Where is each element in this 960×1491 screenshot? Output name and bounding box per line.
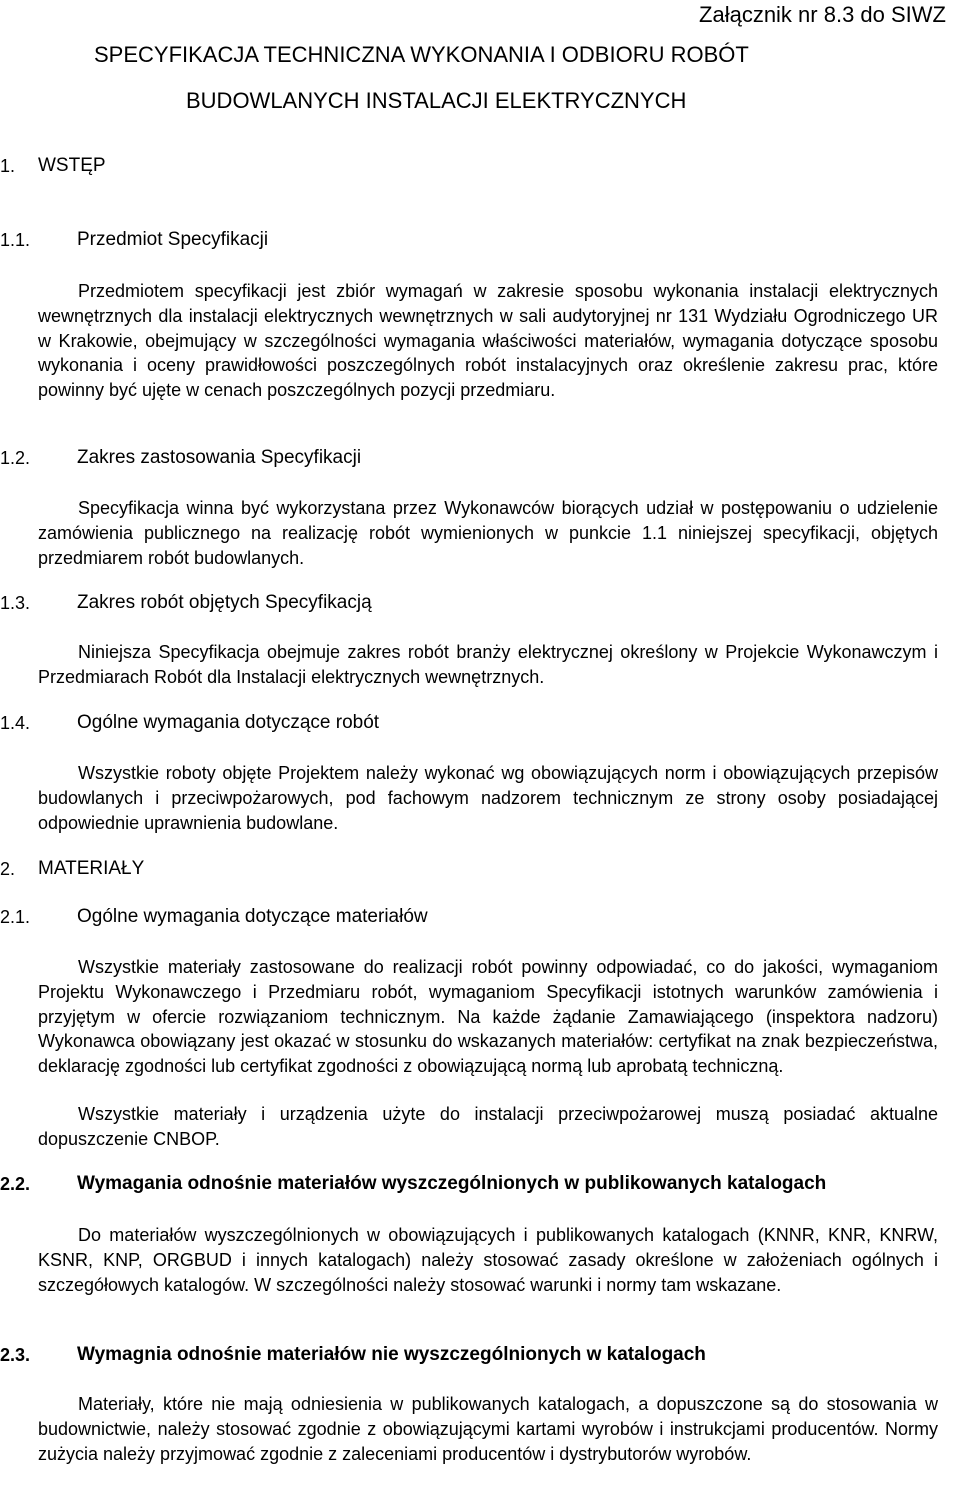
- section-2-1-text: Wszystkie materiały zastosowane do realizacji robót powinny odpowiadać, co do jakości, wymaganiom Projektu Wykonawczego i Przedmiaru robót, wymaganiom Specyfikacji istotnych warunków zamówienia i przyjętym w ofercie rozwiązaniom technicznym. Na każde żądanie Zamawiającego (inspektora nadzoru) Wykonawca obowiązany jest okazać w stosunku do wskazanych materiałów: certyfikat na znak bezpieczeństwa, deklarację zgodności lub certyfikat zgodności z obowiązującą normą lub aprobatą techniczną.: [38, 957, 938, 1077]
- section-1-title: WSTĘP: [38, 155, 106, 176]
- section-2-number: 2.: [0, 859, 16, 879]
- document-title-line1: SPECYFIKACJA TECHNICZNA WYKONANIA I ODBIORU ROBÓT: [94, 42, 749, 67]
- section-2-3-title: Wymagnia odnośnie materiałów nie wyszczególnionych w katalogach: [77, 1344, 706, 1365]
- section-1-2-text: Specyfikacja winna być wykorzystana przez Wykonawców biorących udział w postępowaniu o udzielenie zamówienia publicznego na realizację robót wymienionych w punkcie 1.1 niniejszej specyfikacji, objętych przedmiarem robót budowlanych.: [38, 498, 938, 568]
- section-1-number: 1.: [0, 156, 16, 176]
- document-title-line2: BUDOWLANYCH INSTALACJI ELEKTRYCZNYCH: [186, 88, 687, 113]
- section-1-1-text: Przedmiotem specyfikacji jest zbiór wymagań w zakresie sposobu wykonania instalacji elektrycznych wewnętrznych dla instalacji elektrycznych wewnętrznych w sali audytoryjnej nr 131 Wydziału Ogrodniczego UR w Krakowie, obejmujący w szczególności wymagania właściwości materiałów, wymagania dotyczące sposobu wykonania i oceny prawidłowości poszczególnych robót instalacyjnych oraz określenie zakresu prac, które powinny być ujęte w cenach poszczególnych pozycji przedmiaru.: [38, 281, 938, 401]
- section-2-2-title: Wymagania odnośnie materiałów wyszczególnionych w publikowanych katalogach: [77, 1173, 827, 1194]
- section-1-3-number: 1.3.: [0, 593, 31, 613]
- section-1-3-title: Zakres robót objętych Specyfikacją: [77, 592, 372, 613]
- section-1-1-title: Przedmiot Specyfikacji: [77, 229, 269, 250]
- section-2-1-text-2: Wszystkie materiały i urządzenia użyte do instalacji przeciwpożarowej muszą posiadać aktualne dopuszczenie CNBOP.: [38, 1104, 938, 1149]
- section-2-3-text: Materiały, które nie mają odniesienia w publikowanych katalogach, a dopuszczone są do stosowania w budownictwie, należy stosować zgodnie z obowiązującymi kartami wyrobów i instrukcjami producentów. Normy zużycia należy przyjmować zgodnie z zaleceniami producentów i dystrybutorów wyrobów.: [38, 1394, 938, 1464]
- annex-label: Załącznik nr 8.3 do SIWZ: [699, 2, 946, 27]
- section-1-4-title: Ogólne wymagania dotyczące robót: [77, 712, 380, 733]
- section-1-3-text: Niniejsza Specyfikacja obejmuje zakres robót branży elektrycznej określony w Projekcie Wykonawczym i Przedmiarach Robót dla Instalacji elektrycznych wewnętrznych.: [38, 642, 938, 687]
- section-2-title: MATERIAŁY: [38, 858, 145, 879]
- section-2-2-text: Do materiałów wyszczególnionych w obowiązujących i publikowanych katalogach (KNNR, KNR, KNRW, KSNR, KNP, ORGBUD i innych katalogach) należy stosować zasady określone w założeniach ogólnych i szczegółowych katalogów. W szczególności należy stosować warunki i normy tam wskazane.: [38, 1225, 938, 1295]
- section-1-1-number: 1.1.: [0, 230, 31, 250]
- section-2-3-number: 2.3.: [0, 1345, 31, 1365]
- section-1-4-number: 1.4.: [0, 713, 31, 733]
- section-2-2-number: 2.2.: [0, 1174, 31, 1194]
- section-2-1-title: Ogólne wymagania dotyczące materiałów: [77, 906, 428, 927]
- section-1-2-number: 1.2.: [0, 448, 31, 468]
- section-2-1-number: 2.1.: [0, 907, 31, 927]
- section-1-2-title: Zakres zastosowania Specyfikacji: [77, 447, 362, 468]
- section-1-4-text: Wszystkie roboty objęte Projektem należy wykonać wg obowiązujących norm i obowiązujących przepisów budowlanych i przeciwpożarowych, pod fachowym nadzorem technicznym ze strony osoby posiadającej odpowiednie uprawnienia budowlane.: [38, 763, 938, 833]
